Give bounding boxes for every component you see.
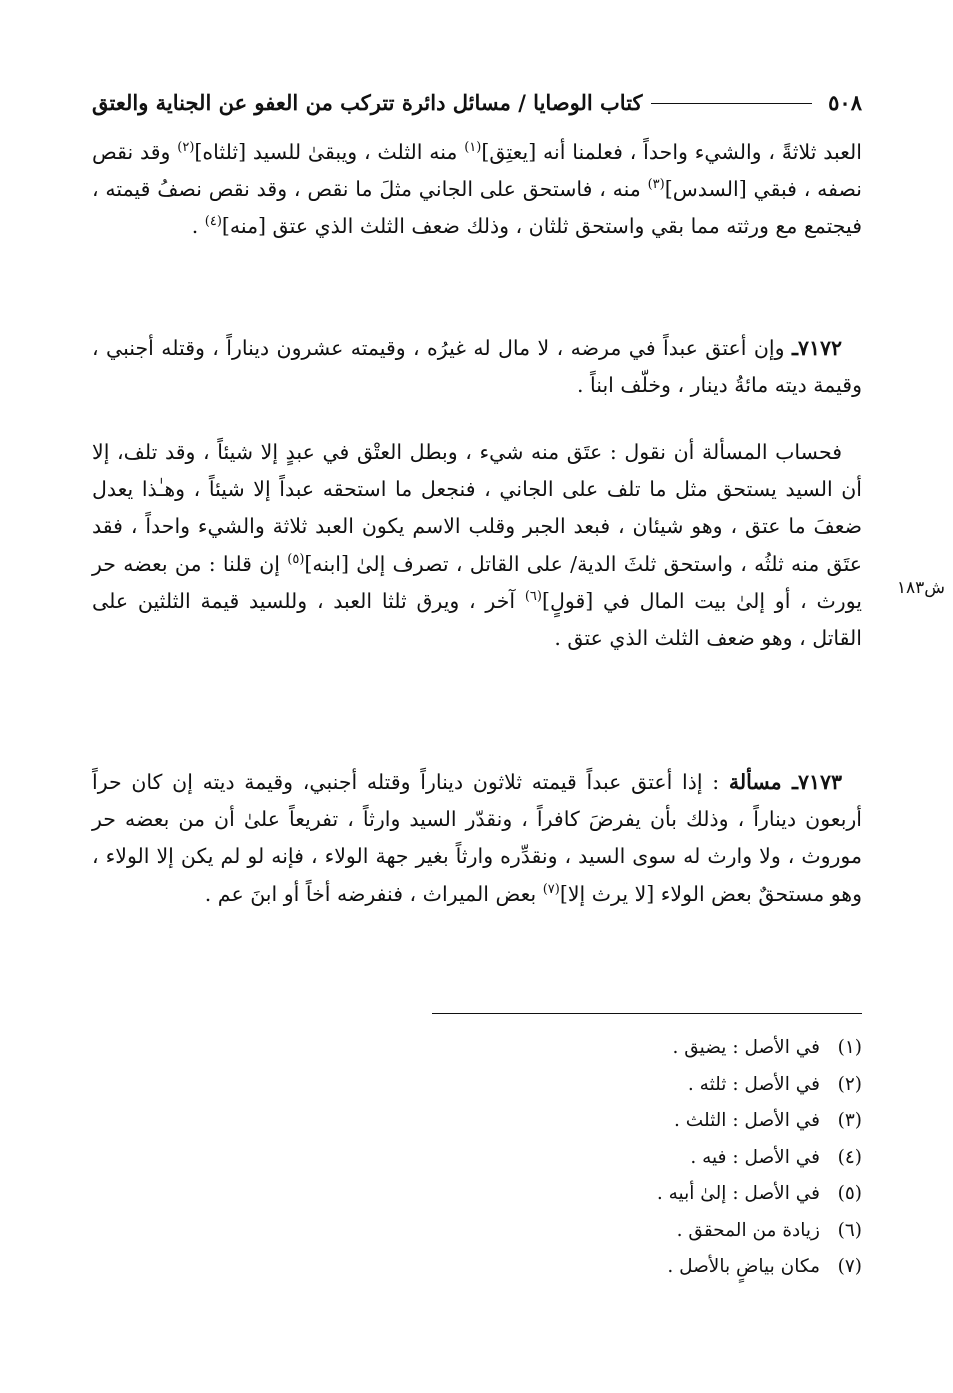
issue-label: مسألة bbox=[728, 770, 792, 794]
footnote-number: (٥) bbox=[837, 1183, 862, 1204]
footnote-ref: (٥) bbox=[287, 551, 305, 567]
footnote-item bbox=[362, 1176, 862, 1213]
running-title: كتاب الوصايا / مسائل دائرة تتركب من العفو عن الجناية والعتق bbox=[92, 90, 643, 115]
paragraph-calculation bbox=[92, 434, 862, 657]
paragraph-7173 bbox=[92, 764, 862, 913]
footnote-item bbox=[362, 1213, 862, 1250]
footnote-text: مكان بياضٍ بالأصل . bbox=[667, 1256, 820, 1277]
margin-note: ش١٨٣ bbox=[896, 578, 945, 598]
footnote-ref: (٤) bbox=[204, 214, 222, 230]
footnote-number: (٢) bbox=[837, 1073, 862, 1095]
footnote-item bbox=[362, 1249, 862, 1286]
text-span: منه الثلث ، ويبقىٰ للسيد [ثلثاه] bbox=[194, 140, 465, 164]
text-span: . bbox=[191, 214, 205, 239]
paragraph-7172 bbox=[92, 330, 862, 404]
text-span: آخر ، ويرق ثلثا العبد ، وللسيد قيمة الثلثين على القاتل ، وهو ضعف الثلث الذي عتق . bbox=[92, 588, 862, 651]
text-span: وقد نقص نصفه ، فبقي [السدس] bbox=[92, 140, 862, 202]
running-header bbox=[92, 86, 862, 120]
paragraph-continuation bbox=[92, 134, 862, 246]
issue-number: ٧١٧٢ـ bbox=[791, 336, 842, 360]
text-span: وإن أعتق عبداً في مرضه ، لا مال له غيرُه ، وقيمته عشرون ديناراً ، وقتله أجنبي ، وقيمة ديته مائةُ دينار ، وخلّف ابناً . bbox=[92, 336, 862, 398]
text-span: إن قلنا : من بعضه حر يورث ، أو إلىٰ بيت المال في [قولٍ] bbox=[92, 551, 862, 613]
footnote-item bbox=[362, 1030, 862, 1067]
text-span: : إذا أعتق عبداً قيمته ثلاثون ديناراً وقتله أجنبي، وقيمة ديته إن كان حراً أربعون ديناراً ، وذلك بأن يفرضَ كافراً ، ونقدّر السيد وارثاً ، تفريعاً علىٰ أن من بعضه حر موروث ، ولا وارث له سوى السيد ، ونقدِّره وارثاً بغير جهة الولاء ، فإنه لو لم يكن إلا الولاء ، وهو مستحقٌ بعض الولاء [لا يرث إلا] bbox=[92, 770, 862, 906]
footnote-ref: (٧) bbox=[542, 881, 560, 897]
footnote-number: (٤) bbox=[837, 1146, 862, 1168]
footnote-item bbox=[362, 1103, 862, 1140]
footnote-text: في الأصل : يضيق . bbox=[672, 1037, 820, 1058]
footnote-number: (٧) bbox=[837, 1256, 862, 1277]
footnote-item bbox=[362, 1067, 862, 1104]
footnote-number: (٦) bbox=[837, 1219, 862, 1241]
footnote-item bbox=[362, 1140, 862, 1177]
footnote-separator bbox=[432, 1013, 862, 1014]
issue-number: ٧١٧٣ـ bbox=[791, 770, 842, 794]
footnote-ref: (١) bbox=[464, 140, 482, 155]
footnote-ref: (٣) bbox=[647, 177, 665, 193]
text-span: بعض الميراث ، فنفرضه أخاً أو ابنَ عم . bbox=[204, 881, 543, 906]
footnote-ref: (٢) bbox=[177, 140, 195, 155]
text-span: العبد ثلاثةً ، والشيء واحداً ، فعلمنا أنه [يعتِق] bbox=[481, 140, 862, 164]
page-number: ٥٠٨ bbox=[828, 90, 862, 115]
footnote-number: (١) bbox=[837, 1037, 862, 1058]
footnote-number: (٣) bbox=[837, 1110, 862, 1131]
header-rule bbox=[651, 103, 813, 104]
footnote-text: في الأصل : الثلث . bbox=[674, 1110, 820, 1131]
footnote-text: زيادة من المحقق . bbox=[676, 1219, 820, 1241]
footnote-text: في الأصل : فيه . bbox=[690, 1146, 820, 1168]
footnote-text: في الأصل : ثلثه . bbox=[687, 1073, 820, 1095]
footnote-ref: (٦) bbox=[524, 588, 542, 604]
text-span: منه ، فاستحق على الجاني مثلَ ما نقص ، وقد نقص نصفُ قيمته ، فيجتمع مع ورثته مما بقي واستحق ثلثان ، وذلك ضعف الثلث الذي عتق [منه] bbox=[92, 177, 862, 239]
text-span: فحساب المسألة أن نقول : عتَق منه شيء ، وبطل العتْق في عبدٍ إلا شيئاً ، وقد تلف، إلا أن السيد يستحق مثل ما تلف على الجاني ، فنجعل ما استحقه عبداً إلا شيئاً ، وهـٰذا يعدل ضعفَ ما عتق ، وهو شيئان ، فبعد الجبر وقلب الاسم يكون العبد ثلاثة والشيء واحداً ، فقد عتَق منه ثلثُه ، واستحق ثلثَ الدية/ على القاتل ، تصرف إلىٰ [ابنه] bbox=[92, 440, 862, 576]
footnote-text: في الأصل : إلىٰ أبيه . bbox=[656, 1183, 820, 1204]
footnotes-list bbox=[362, 1030, 862, 1286]
